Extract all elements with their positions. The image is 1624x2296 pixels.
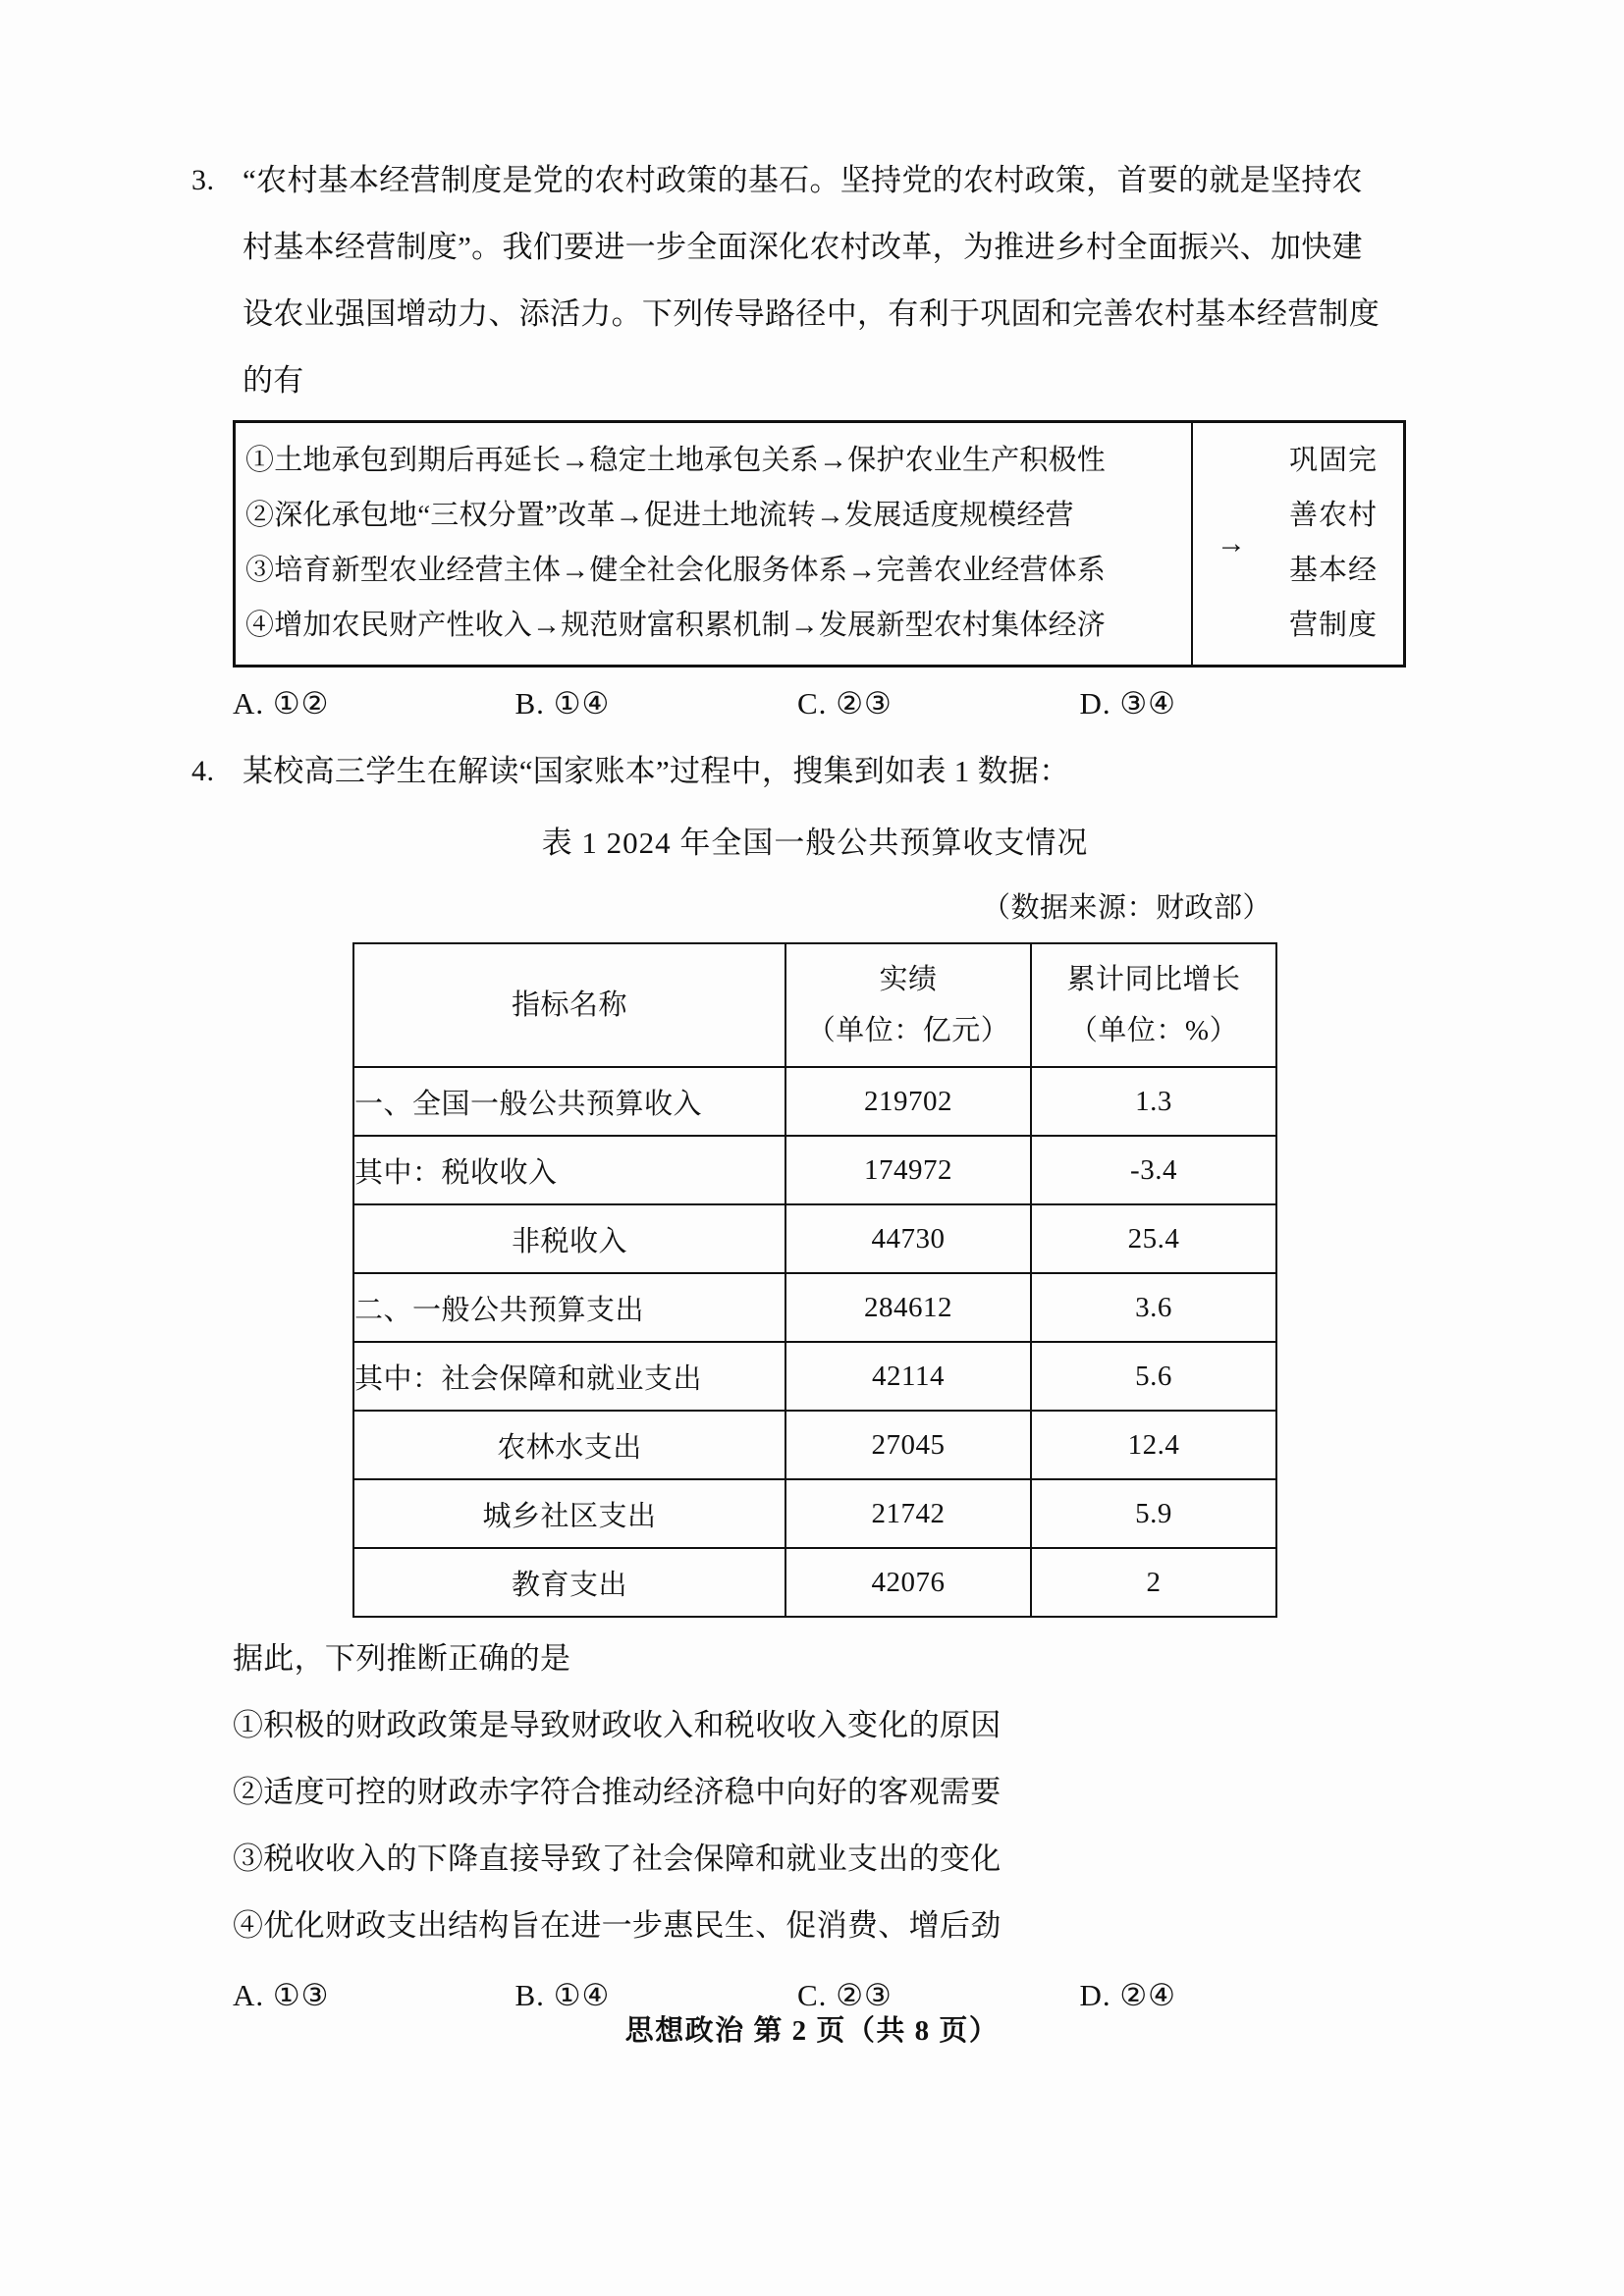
table-header-actual [785,943,1031,1067]
question-4-option-a-key: A. [233,1978,265,2012]
question-4-stem [191,738,1438,805]
table-cell-growth: 25.4 [1031,1204,1276,1273]
table-row [353,1067,1276,1136]
table-cell-name: 其中：社会保障和就业支出 [353,1342,785,1411]
table-cell-growth: 5.6 [1031,1342,1276,1411]
table-header-growth-line2: （单位：%） [1068,1015,1239,1046]
table-row [353,1204,1276,1273]
question-3-diagram [233,420,1406,667]
question-3-options [233,677,1362,730]
table-row [353,1411,1276,1479]
question-3-option-a-key: A. [233,686,265,721]
question-3-option-b[interactable] [515,677,798,730]
table-header-indicator-line1: 指标名称 [511,989,627,1021]
diagram-paths [236,423,1193,665]
question-3-number: 3. [191,164,215,196]
question-3-stem-line-4: 的有 [243,363,304,398]
table-cell-value: 174972 [785,1136,1031,1204]
diagram-path-2: ②深化承包地“三权分置”改革→促进土地流转→发展适度规模经营 [245,500,1074,531]
table-cell-growth: 5.9 [1031,1479,1276,1548]
table-cell-name: 非税收入 [353,1204,785,1273]
table-cell-value: 21742 [785,1479,1031,1548]
table-row [353,1548,1276,1617]
table-cell-growth: 2 [1031,1548,1276,1617]
table-cell-growth: 12.4 [1031,1411,1276,1479]
question-4-option-d-text: ②④ [1119,1978,1176,2012]
question-3 [191,147,1438,730]
diagram-path-1: ①土地承包到期后再延长→稳定土地承包关系→保护农业生产积极性 [245,445,1107,476]
question-3-option-c-key: C. [797,686,828,721]
table-row [353,1479,1276,1548]
page-footer: 思想政治 第 2 页（共 8 页） [624,2015,1000,2047]
question-3-option-d[interactable] [1080,677,1363,730]
table-header-growth [1031,943,1276,1067]
question-4-statement-4: ④优化财政支出结构旨在进一步惠民生、促消费、增后劲 [233,1908,1001,1943]
table-row [353,1342,1276,1411]
question-3-option-a[interactable] [233,677,515,730]
table-header-actual-line1: 实绩 [879,964,938,995]
question-4-statement-2: ②适度可控的财政赤字符合推动经济稳中向好的客观需要 [233,1775,1001,1809]
table-1-title: 表 1 2024 年全国一般公共预算收支情况 [541,826,1089,860]
table-cell-name: 二、一般公共预算支出 [353,1273,785,1342]
question-3-option-c[interactable] [797,677,1080,730]
table-1 [352,942,1277,1618]
question-3-stem-text [243,147,1438,414]
question-3-stem-line-3: 设农业强国增动力、添活力。下列传导路径中，有利于巩固和完善农村基本经营制度 [243,296,1380,331]
diagram-path-3: ③培育新型农业经营主体→健全社会化服务体系→完善农业经营体系 [245,555,1107,586]
question-4-statement-3: ③税收收入的下降直接导致了社会保障和就业支出的变化 [233,1842,1001,1876]
table-header-row [353,943,1276,1067]
question-4-stem-text: 某校高三学生在解读“国家账本”过程中，搜集到如表 1 数据： [243,754,1070,788]
table-cell-name: 其中：税收收入 [353,1136,785,1204]
question-3-stem-line-1: “农村基本经营制度是党的农村政策的基石。坚持党的农村政策，首要的就是坚持农 [243,163,1363,197]
table-cell-value: 27045 [785,1411,1031,1479]
diagram-path-4: ④增加农民财产性收入→规范财富积累机制→发展新型农村集体经济 [245,610,1107,641]
question-4-option-b-key: B. [514,1978,545,2012]
question-4-statements [233,1626,1438,1959]
question-3-option-a-text: ①② [272,686,330,721]
diagram-result-line-3: 基本经 [1288,555,1378,586]
question-3-stem [191,147,1438,414]
table-cell-value: 284612 [785,1273,1031,1342]
question-4-statement-1: ①积极的财政政策是导致财政收入和税收收入变化的原因 [233,1708,1001,1742]
table-cell-name: 一、全国一般公共预算收入 [353,1067,785,1136]
table-cell-growth: -3.4 [1031,1136,1276,1204]
question-4-option-c-text: ②③ [836,1978,893,2012]
table-header-growth-line1: 累计同比增长 [1066,964,1241,995]
table-cell-value: 219702 [785,1067,1031,1136]
table-cell-value: 42114 [785,1342,1031,1411]
question-3-option-b-key: B. [514,686,545,721]
question-3-option-b-text: ①④ [553,686,611,721]
question-4-option-c-key: C. [797,1978,828,2012]
table-row [353,1136,1276,1204]
table-cell-growth: 1.3 [1031,1067,1276,1136]
diagram-arrow-icon: → [1217,527,1246,560]
question-4-number: 4. [191,755,215,787]
question-4-option-b-text: ①④ [553,1978,611,2012]
table-header-actual-line2: （单位：亿元） [806,1015,1010,1046]
table-cell-value: 42076 [785,1548,1031,1617]
question-3-option-c-text: ②③ [836,686,893,721]
question-4-lead-in: 据此，下列推断正确的是 [233,1641,571,1676]
table-row [353,1273,1276,1342]
table-1-source: （数据来源：财政部） [981,892,1272,924]
table-header-indicator [353,943,785,1067]
question-4-option-a-text: ①③ [272,1978,330,2012]
question-4-option-d-key: D. [1079,1978,1111,2012]
diagram-result-line-4: 营制度 [1288,610,1378,641]
table-cell-value: 44730 [785,1204,1031,1273]
diagram-result-line-1: 巩固完 [1288,445,1378,476]
diagram-result-line-2: 善农村 [1288,500,1378,531]
table-cell-name: 教育支出 [353,1548,785,1617]
table-cell-name: 城乡社区支出 [353,1479,785,1548]
page-content [191,147,1438,2030]
table-cell-name: 农林水支出 [353,1411,785,1479]
question-3-option-d-key: D. [1079,686,1111,721]
question-3-option-d-text: ③④ [1119,686,1176,721]
diagram-result [1270,423,1403,665]
question-4 [191,738,1438,2022]
question-3-stem-line-2: 村基本经营制度”。我们要进一步全面深化农村改革，为推进乡村全面振兴、加快建 [243,230,1363,264]
table-cell-growth: 3.6 [1031,1273,1276,1342]
